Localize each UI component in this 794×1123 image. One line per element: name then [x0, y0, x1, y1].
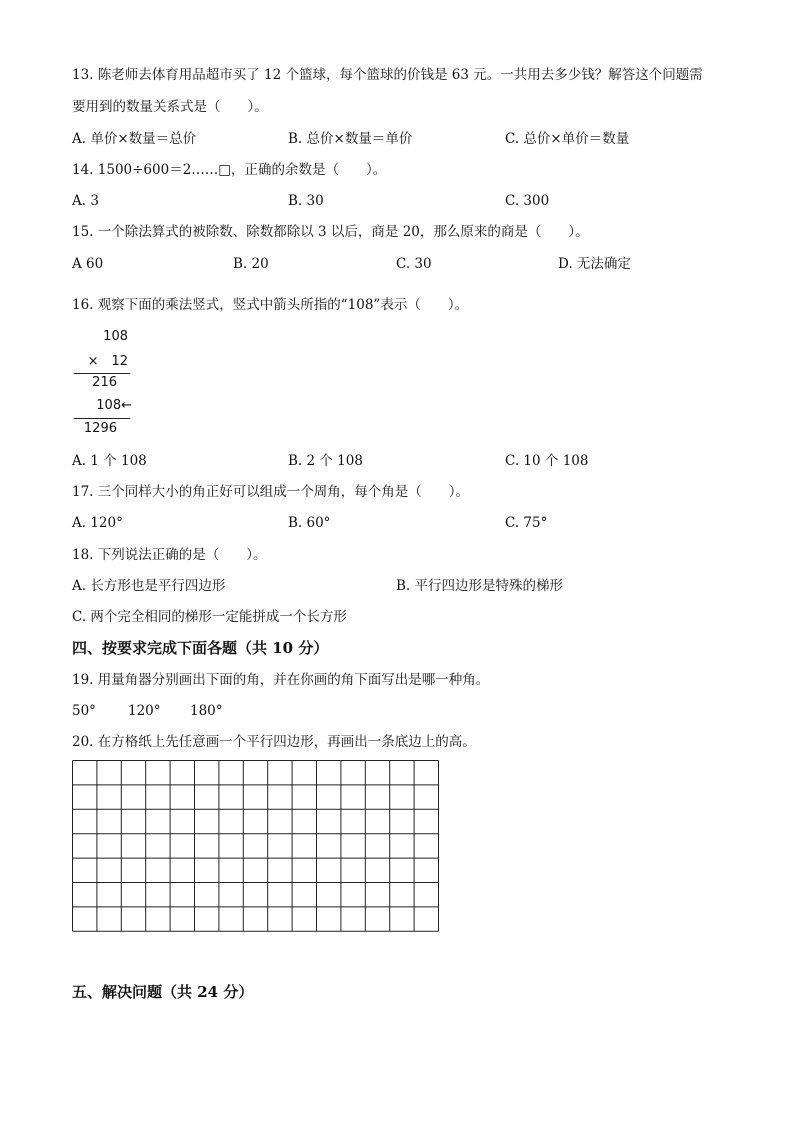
- q19-angle-2: 120°: [128, 703, 161, 719]
- q13-text-line2: 要用到的数量关系式是（ ）。: [72, 99, 268, 115]
- q13-option-c: C. 总价×单价＝数量: [505, 131, 630, 147]
- q17-option-a: A. 120°: [72, 515, 123, 531]
- q13-option-a: A. 单价×数量＝总价: [72, 131, 197, 147]
- partial-product-2: 108←: [96, 398, 132, 413]
- q18-option-b: B. 平行四边形是特殊的梯形: [396, 578, 564, 594]
- q17-option-b: B. 60°: [288, 515, 331, 531]
- section-4-title: 四、按要求完成下面各题（共 10 分）: [72, 639, 329, 657]
- q18-option-a: A. 长方形也是平行四边形: [72, 578, 226, 594]
- q15-text: 15. 一个除法算式的被除数、除数都除以 3 以后，商是 20，那么原来的商是（ ）。: [72, 224, 589, 240]
- product-rule-2: [74, 418, 130, 419]
- q14-text: 14. 1500÷600＝2……□，正确的余数是（ ）。: [72, 162, 387, 178]
- partial-product-1: 216: [92, 375, 117, 390]
- q15-option-a: A 60: [72, 256, 104, 272]
- q20-text: 20. 在方格纸上先任意画一个平行四边形，再画出一条底边上的高。: [72, 734, 476, 750]
- q15-option-c: C. 30: [396, 256, 432, 272]
- multiplier: × 12: [87, 354, 128, 369]
- q19-angle-3: 180°: [190, 703, 223, 719]
- q18-text: 18. 下列说法正确的是（ ）。: [72, 547, 267, 563]
- q16-text: 16. 观察下面的乘法竖式，竖式中箭头所指的“108”表示（ ）。: [72, 297, 469, 313]
- q14-option-a: A. 3: [72, 193, 99, 209]
- section-5-title: 五、解决问题（共 24 分）: [72, 983, 254, 1001]
- square-grid-paper[interactable]: [72, 760, 440, 933]
- q15-option-b: B. 20: [233, 256, 269, 272]
- grid-svg: [72, 760, 440, 933]
- q13-text-line1: 13. 陈老师去体育用品超市买了 12 个篮球，每个篮球的价钱是 63 元。一共用去多少钱？解答这个问题需: [72, 67, 703, 83]
- q15-option-d: D. 无法确定: [558, 256, 631, 272]
- q16-option-a: A. 1 个 108: [72, 453, 147, 469]
- multiplicand: 108: [103, 329, 128, 344]
- q14-option-b: B. 30: [288, 193, 324, 209]
- q13-option-b: B. 总价×数量＝单价: [288, 131, 413, 147]
- q19-angle-1: 50°: [72, 703, 96, 719]
- q17-text: 17. 三个同样大小的角正好可以组成一个周角，每个角是（ ）。: [72, 484, 470, 500]
- final-product: 1296: [83, 421, 117, 436]
- q16-option-c: C. 10 个 108: [505, 453, 589, 469]
- q18-option-c: C. 两个完全相同的梯形一定能拼成一个长方形: [72, 609, 347, 625]
- q19-text: 19. 用量角器分别画出下面的角，并在你画的角下面写出是哪一种角。: [72, 672, 490, 688]
- q14-option-c: C. 300: [505, 193, 550, 209]
- q16-option-b: B. 2 个 108: [288, 453, 363, 469]
- q17-option-c: C. 75°: [505, 515, 548, 531]
